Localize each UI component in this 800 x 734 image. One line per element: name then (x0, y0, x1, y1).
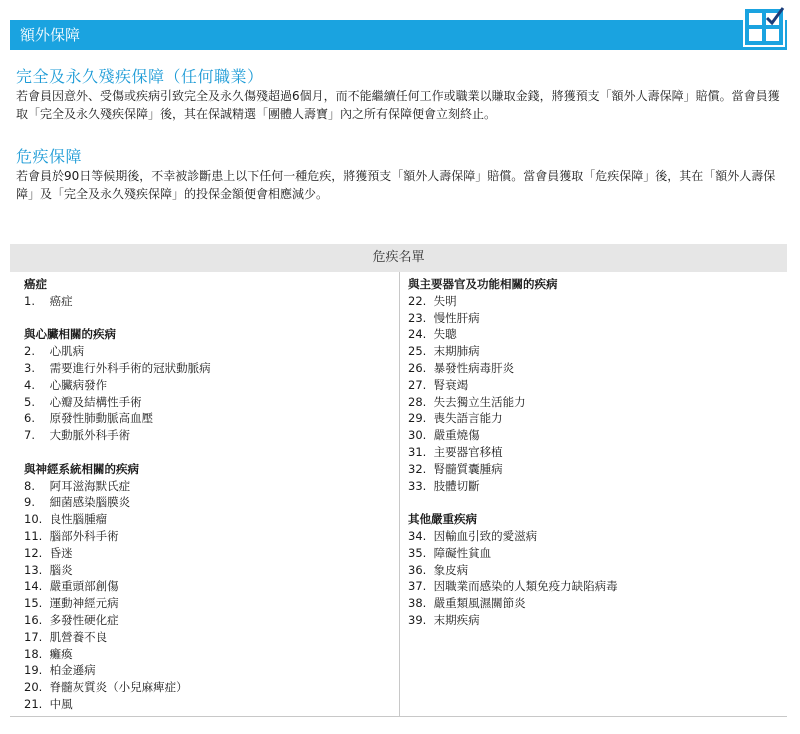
item-number: 29. (408, 411, 427, 426)
category-title: 癌症 (24, 277, 47, 291)
list-item (408, 562, 778, 579)
list-item (24, 646, 394, 663)
header-bar (10, 20, 787, 50)
item-label: 癱瘓 (49, 646, 73, 661)
item-label: 需要進行外科手術的冠狀動脈病 (49, 360, 211, 375)
item-number: 10. (24, 512, 43, 527)
category-title: 其他嚴重疾病 (408, 512, 477, 527)
list-item (408, 528, 778, 545)
item-label: 嚴重頭部創傷 (49, 579, 119, 594)
list-item (24, 562, 394, 579)
item-label: 失明 (433, 293, 457, 308)
item-number: 4. (24, 377, 35, 392)
illness-list-columns (10, 272, 787, 716)
item-number: 35. (408, 545, 427, 560)
illness-list-title: 危疾名單 (10, 244, 787, 272)
list-item (408, 612, 778, 629)
list-item (408, 343, 778, 360)
item-label: 運動神經元病 (49, 596, 119, 611)
list-item (24, 545, 394, 562)
item-label: 暴發性病毒肝炎 (433, 360, 515, 375)
item-label: 昏迷 (49, 545, 73, 560)
list-item (24, 595, 394, 612)
column-divider (399, 272, 400, 716)
list-item (24, 528, 394, 545)
list-item (24, 662, 394, 679)
item-label: 末期肺病 (433, 344, 480, 359)
list-item (408, 461, 778, 478)
list-item (408, 478, 778, 495)
item-label: 大動脈外科手術 (49, 428, 131, 443)
list-item (408, 410, 778, 427)
item-label: 喪失語言能力 (433, 411, 503, 426)
category-title: 與主要器官及功能相關的疾病 (408, 277, 558, 291)
item-number: 24. (408, 327, 427, 342)
list-item (408, 578, 778, 595)
list-item (24, 410, 394, 427)
item-number: 26. (408, 360, 427, 375)
item-label: 原發性肺動脈高血壓 (49, 411, 154, 426)
item-label: 障礙性貧血 (433, 545, 492, 560)
item-label: 細菌感染腦膜炎 (49, 495, 131, 510)
list-item (24, 293, 394, 310)
item-label: 癌症 (49, 293, 73, 308)
item-number: 33. (408, 478, 427, 493)
list-item (24, 394, 394, 411)
list-item (408, 310, 778, 327)
item-label: 肢體切斷 (433, 478, 480, 493)
item-label: 主要器官移植 (433, 444, 503, 459)
item-number: 7. (24, 428, 35, 443)
list-item (408, 595, 778, 612)
list-item (24, 612, 394, 629)
item-number: 14. (24, 579, 43, 594)
item-number: 9. (24, 495, 35, 510)
item-label: 腎衰竭 (433, 377, 469, 392)
section-body-tpd: 若會員因意外、受傷或疾病引致完全及永久傷殘超過6個月，而不能繼續任何工作或職業以賺取金錢，將獲預支「額外人壽保障」賠償。當會員獲取「完全及永久殘疾保障」後，其在保誠精選「團體人壽寶」內之所有保障便會立刻終止。 (16, 89, 780, 121)
list-item (408, 444, 778, 461)
list-item (24, 377, 394, 394)
item-label: 中風 (49, 696, 73, 711)
category-title: 與神經系統相關的疾病 (24, 461, 139, 476)
header-title: 額外保障 (20, 26, 81, 44)
list-item (24, 629, 394, 646)
item-number: 2. (24, 344, 35, 359)
item-label: 心肌病 (49, 344, 85, 359)
list-item (408, 377, 778, 394)
item-number: 12. (24, 545, 43, 560)
item-label: 脊髓灰質炎（小兒麻痺症） (49, 680, 188, 695)
item-number: 36. (408, 562, 427, 577)
item-label: 嚴重類風濕關節炎 (433, 596, 526, 611)
item-label: 腦炎 (49, 562, 73, 577)
list-item (408, 326, 778, 343)
list-item (24, 578, 394, 595)
group-spacer (408, 494, 778, 511)
illness-column-right (408, 276, 778, 629)
item-number: 32. (408, 461, 427, 476)
item-number: 15. (24, 596, 43, 611)
item-label: 心臟病發作 (49, 377, 108, 392)
item-number: 20. (24, 680, 43, 695)
list-item (24, 679, 394, 696)
item-number: 37. (408, 579, 427, 594)
item-label: 象皮病 (433, 562, 469, 577)
item-number: 1. (24, 293, 35, 308)
list-item (408, 427, 778, 444)
group-spacer (24, 444, 394, 461)
item-number: 17. (24, 629, 43, 644)
list-item (408, 360, 778, 377)
item-number: 19. (24, 663, 43, 678)
list-item (408, 545, 778, 562)
list-item (24, 478, 394, 495)
item-number: 22. (408, 293, 427, 308)
item-label: 多發性硬化症 (49, 612, 119, 627)
item-label: 阿耳滋海默氏症 (49, 478, 131, 493)
item-number: 25. (408, 344, 427, 359)
item-label: 肌營養不良 (49, 629, 108, 644)
item-label: 嚴重燒傷 (433, 428, 480, 443)
item-label: 良性腦腫瘤 (49, 512, 108, 527)
category-title: 與心臟相關的疾病 (24, 327, 116, 342)
item-number: 21. (24, 696, 43, 711)
item-number: 34. (408, 528, 427, 543)
list-item (24, 494, 394, 511)
item-label: 末期疾病 (433, 612, 480, 627)
item-number: 28. (408, 394, 427, 409)
group-spacer (24, 310, 394, 327)
item-number: 30. (408, 428, 427, 443)
checkbox-grid-icon (742, 6, 786, 48)
item-number: 38. (408, 596, 427, 611)
item-label: 失去獨立生活能力 (433, 394, 526, 409)
item-label: 腎髓質囊腫病 (433, 461, 503, 476)
section-title-ci: 危疾保障 (16, 147, 83, 166)
item-number: 31. (408, 444, 427, 459)
item-number: 23. (408, 310, 427, 325)
item-label: 因職業而感染的人類免疫力缺陷病毒 (433, 579, 618, 594)
item-number: 6. (24, 411, 35, 426)
illness-list-table (10, 244, 787, 717)
item-label: 心瓣及結構性手術 (49, 394, 142, 409)
item-number: 39. (408, 612, 427, 627)
item-number: 3. (24, 360, 35, 375)
list-item (408, 394, 778, 411)
list-item (408, 293, 778, 310)
item-label: 因輸血引致的愛滋病 (433, 528, 538, 543)
illness-column-left (24, 276, 394, 713)
item-number: 8. (24, 478, 35, 493)
item-number: 16. (24, 612, 43, 627)
list-item (24, 427, 394, 444)
item-number: 18. (24, 646, 43, 661)
section-body-ci: 若會員於90日等候期後，不幸被診斷患上以下任何一種危疾，將獲預支「額外人壽保障」賠償。當會員獲取「危疾保障」後，其在「額外人壽保障」及「完全及永久殘疾保障」的投保金額便會相應減少。 (16, 169, 776, 201)
section-title-tpd: 完全及永久殘疾保障（任何職業） (16, 67, 264, 86)
list-item (24, 360, 394, 377)
item-label: 慢性肝病 (433, 310, 480, 325)
list-item (24, 511, 394, 528)
item-number: 5. (24, 394, 35, 409)
list-item (24, 696, 394, 713)
item-label: 柏金遜病 (49, 663, 96, 678)
item-label: 失聰 (433, 327, 457, 342)
item-label: 腦部外科手術 (49, 528, 119, 543)
item-number: 13. (24, 562, 43, 577)
item-number: 27. (408, 377, 427, 392)
list-item (24, 343, 394, 360)
item-number: 11. (24, 528, 43, 543)
